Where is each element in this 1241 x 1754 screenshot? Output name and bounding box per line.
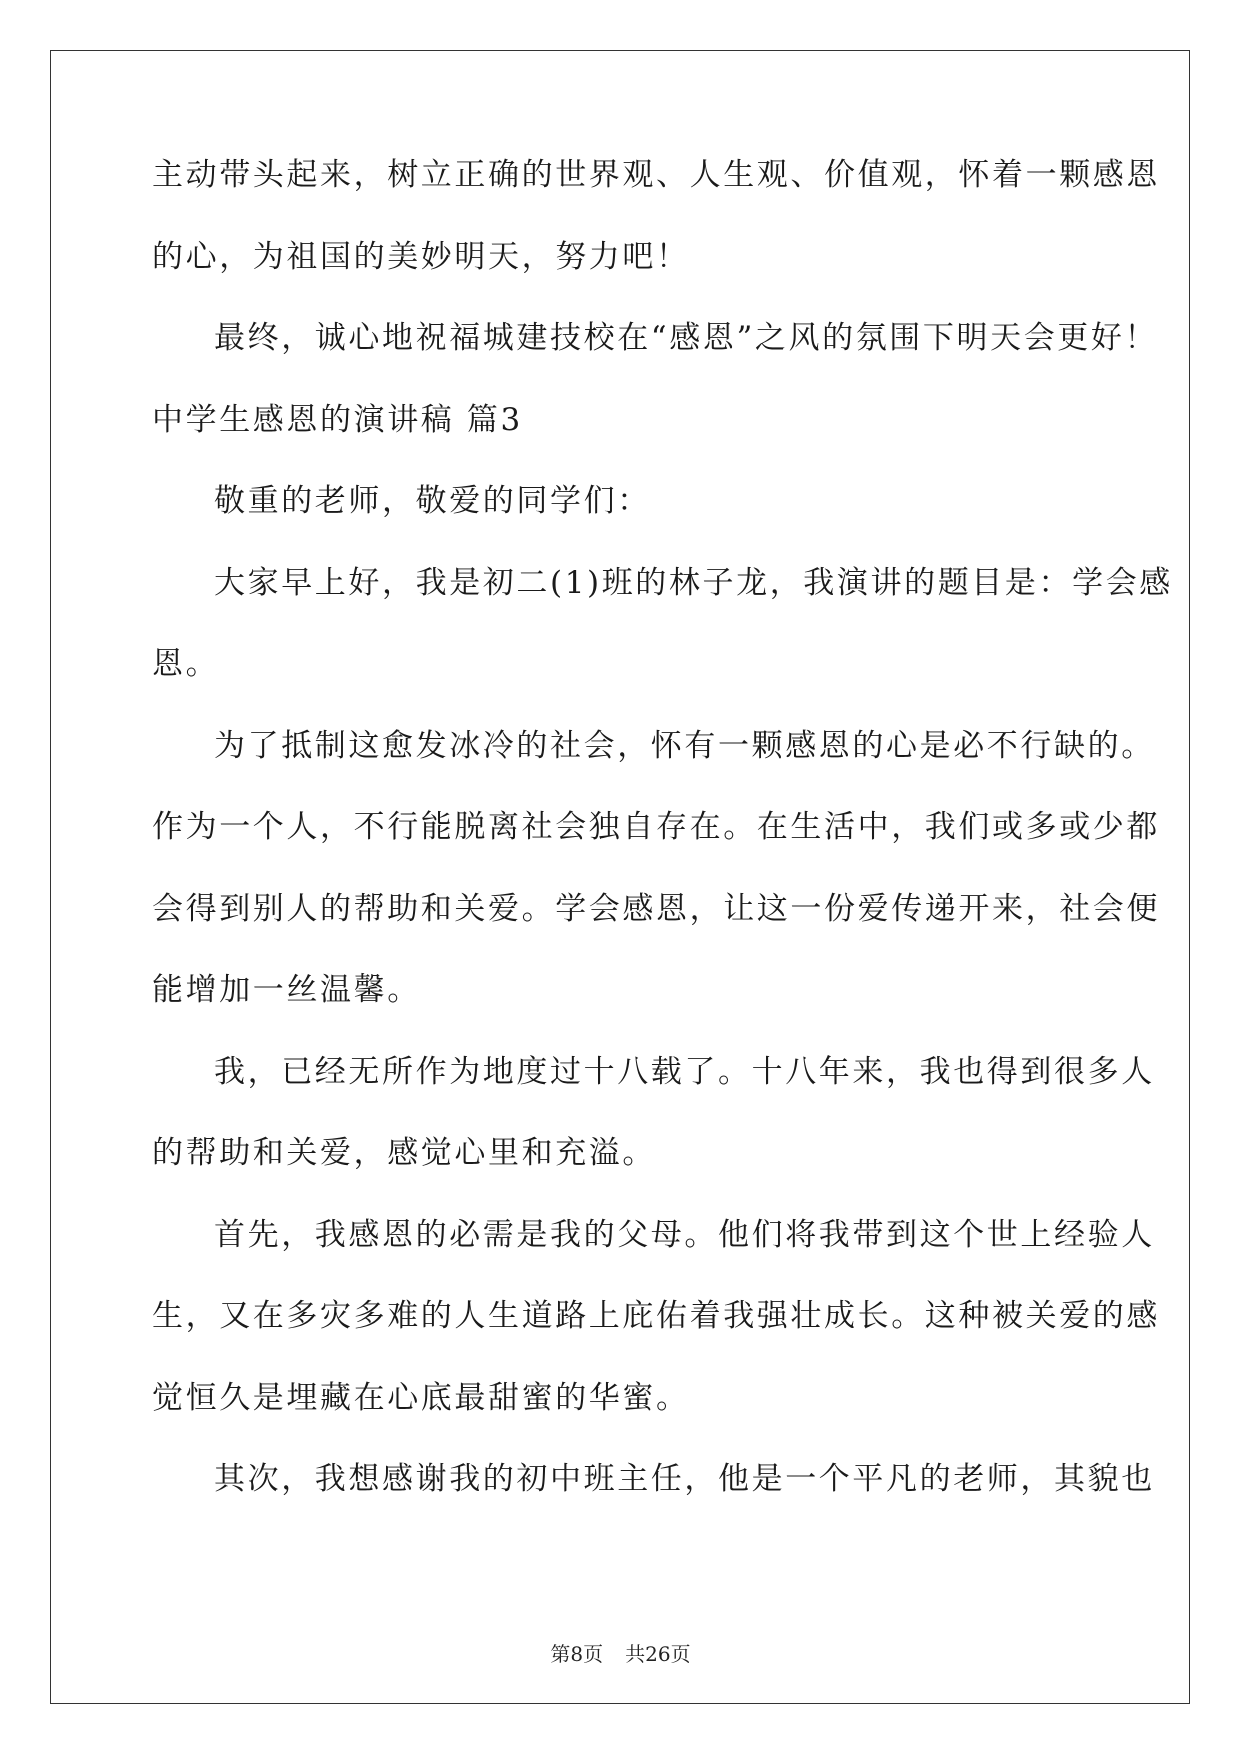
text-line: 生，又在多灾多难的人生道路上庇佑着我强壮成长。这种被关爱的感: [152, 1298, 1160, 1334]
text-line: 最终，诚心地祝福城建技校在“感恩”之风的氛围下明天会更好！: [214, 320, 1159, 356]
text-line: 觉恒久是埋藏在心底最甜蜜的华蜜。: [152, 1379, 690, 1416]
text-line: 其次，我想感谢我的初中班主任，他是一个平凡的老师，其貌也: [214, 1461, 1155, 1497]
text-line: 敬重的老师，敬爱的同学们：: [214, 483, 651, 519]
text-line: 的心，为祖国的美妙明天，努力吧！: [152, 238, 690, 275]
page-number-total: 共26页: [625, 1642, 691, 1666]
text-line: 我，已经无所作为地度过十八载了。十八年来，我也得到很多人: [214, 1053, 1155, 1090]
text-line: 首先，我感恩的必需是我的父母。他们将我带到这个世上经验人: [214, 1216, 1155, 1253]
text-line: 主动带头起来，树立正确的世界观、人生观、价值观，怀着一颗感恩: [152, 157, 1160, 193]
text-line: 大家早上好，我是初二(1)班的林子龙，我演讲的题目是：学会感: [214, 564, 1173, 601]
text-line: 的帮助和关爱，感觉心里和充溢。: [152, 1135, 656, 1171]
text-line: 作为一个人，不行能脱离社会独自存在。在生活中，我们或多或少都: [152, 809, 1160, 845]
document-body: [152, 157, 1173, 1546]
section-heading: 中学生感恩的演讲稿 篇3: [152, 401, 523, 438]
page-footer: [0, 1638, 1241, 1667]
page-number-current: 第8页: [550, 1642, 604, 1666]
text-line: 为了抵制这愈发冰冷的社会，怀有一颗感恩的心是必不行缺的。: [214, 727, 1155, 764]
text-line: 恩。: [152, 646, 220, 682]
text-line: 能增加一丝温馨。: [152, 972, 421, 1008]
text-line: 会得到别人的帮助和关爱。学会感恩，让这一份爱传递开来，社会便: [152, 890, 1160, 927]
